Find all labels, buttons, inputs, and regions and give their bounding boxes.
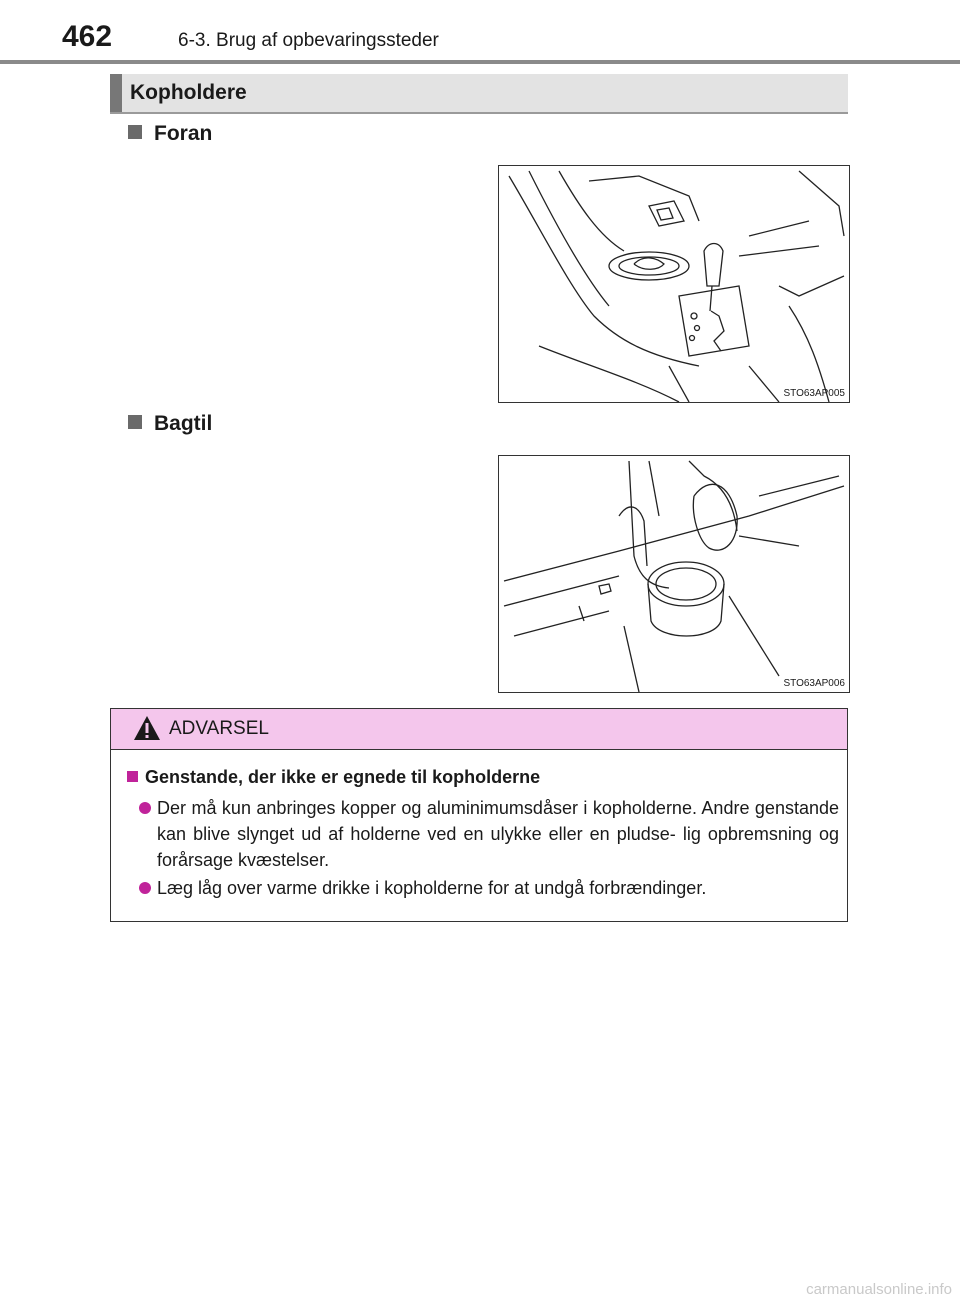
section-title: Kopholdere xyxy=(130,81,247,104)
warning-triangle-icon xyxy=(133,715,161,741)
round-bullet-icon xyxy=(139,882,151,894)
square-bullet-icon xyxy=(127,771,138,782)
warning-title: ADVARSEL xyxy=(169,718,269,739)
subheading-front-label: Foran xyxy=(154,122,213,145)
warning-item-title-text: Genstande, der ikke er egnede til kopholderne xyxy=(145,767,541,787)
section-marker xyxy=(110,74,122,112)
figure-rear-code: STO63AP006 xyxy=(783,678,845,689)
subheading-rear-label: Bagtil xyxy=(154,412,213,435)
square-bullet-icon xyxy=(128,415,142,429)
warning-bullet xyxy=(139,875,839,901)
subheading-front xyxy=(128,122,212,146)
header-rule xyxy=(0,60,960,64)
figure-rear-cupholder xyxy=(498,455,850,693)
round-bullet-icon xyxy=(139,802,151,814)
warning-item-title xyxy=(127,767,540,788)
warning-box xyxy=(110,708,848,922)
section-heading xyxy=(110,74,848,114)
warning-bullet-text: Der må kun anbringes kopper og aluminimumsdåser i kopholderne. Andre genstande kan blive slynget ud af holderne ved en ulykke eller en pludse- lig opbremsning og forårsage kvæstelser. xyxy=(157,798,839,870)
page-number: 462 xyxy=(62,20,113,53)
figure-front-code: STO63AP005 xyxy=(783,388,845,399)
figure-front-cupholder xyxy=(498,165,850,403)
watermark: carmanualsonline.info xyxy=(806,1281,952,1298)
chapter-title: 6-3. Brug af opbevaringssteder xyxy=(178,30,439,51)
rear-console-illustration xyxy=(499,456,849,692)
warning-bullet-text: Læg låg over varme drikke i kopholderne for at undgå forbrændinger. xyxy=(157,878,707,898)
warning-header xyxy=(111,709,847,750)
front-console-illustration xyxy=(499,166,849,402)
square-bullet-icon xyxy=(128,125,142,139)
subheading-rear xyxy=(128,412,212,436)
warning-bullet xyxy=(139,795,839,873)
